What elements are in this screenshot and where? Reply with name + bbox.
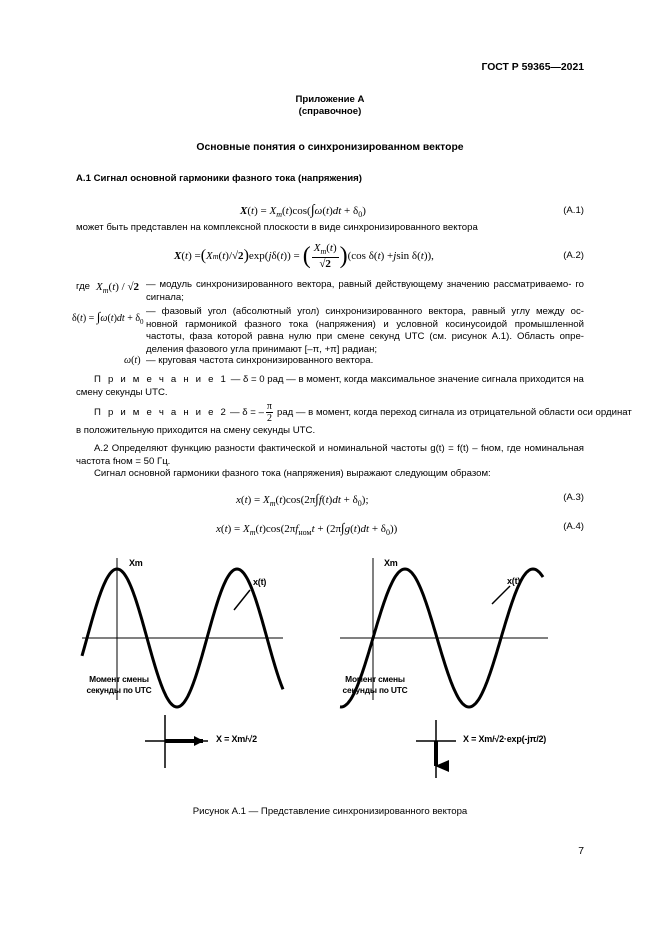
equation-a2: X ( t ) = ( X m ( t )/ √2 ) exp( j δ( t )) = ( $X_m(t)$ √2 ) (cos δ( t ) + j sin δ( t )), (174, 242, 434, 270)
equation-a1: $X(t) = X_m(t)\cos(\int\omega(t)dt + \delta_0)$ (240, 203, 366, 220)
where-label: где (76, 281, 91, 292)
right-vector-label: X = Xm/√2·exp(-jπ/2) (463, 734, 547, 744)
section-a1-title: А.1 Сигнал основной гармоники фазного тока (напряжения) (76, 173, 362, 184)
equation-a4-number: (А.4) (563, 521, 584, 532)
right-curve-leader (492, 586, 510, 604)
annex-heading: Основные понятия о синхронизированном векторе (196, 142, 464, 153)
left-curve-leader (234, 590, 250, 610)
equation-a1-number: (А.1) (563, 205, 584, 216)
note2-text: рад — в момент, когда переход сигнала из отрицательной области оси ординат (276, 406, 632, 418)
annex-title: Приложение А (295, 94, 365, 105)
def1-text: — модуль синхронизированного вектора, равный действующему значению рассматриваемо- го сигнала; (146, 279, 584, 303)
def2-symbol: $\delta(t) = \int\omega(t)dt + \delta_0$ (72, 309, 144, 326)
note1-text: — δ = 0 рад — в момент, когда максимальное значение сигнала приходится на смену секунды UTC. (76, 374, 584, 398)
right-ylabel: Xm (384, 558, 398, 568)
right-moment-label: Момент смены секунды по UTC (342, 674, 408, 695)
right-curve-label: x(t) (507, 576, 521, 586)
left-vector-label: X = Xm/√2 (216, 734, 257, 744)
section-a2-text1: А.2 Определяют функцию разности фактической и номинальной частоты g(t) = f(t) – fном, где номинальная частота fном = 50 Гц. (76, 443, 584, 467)
left-moment-label: Момент смены секунды по UTC (86, 674, 152, 695)
equation-a3-number: (А.3) (563, 492, 584, 503)
equation-a2-number: (А.2) (563, 250, 584, 261)
def3-symbol: ω(t) (124, 355, 141, 366)
note-1 (76, 374, 584, 399)
note2-continuation: в положительную приходится на смену секунды UTC. (76, 425, 316, 436)
def3-text: — круговая частота синхронизированного вектора. (146, 355, 374, 366)
figure-caption: Рисунок А.1 — Представление синхронизированного вектора (192, 806, 468, 817)
annex-subtitle: (справочное) (298, 106, 362, 117)
section-a2-text2: Сигнал основной гармоники фазного тока (напряжения) выражают следующим образом: (94, 468, 491, 479)
equation-a3: $x(t) = X_m(t)\cos(2\pi\int f(t)dt + \delta_0)$; (236, 491, 369, 509)
standard-header: ГОСТ Р 59365—2021 (481, 62, 584, 73)
page-number: 7 (578, 846, 584, 857)
note2-fraction: π 2 (266, 400, 272, 424)
note-2 (94, 400, 632, 424)
note2-label: П р и м е ч а н и е 2 (94, 406, 229, 418)
left-curve-label: x(t) (253, 577, 267, 587)
text-complex-plane: может быть представлен на комплексной плоскости в виде синхронизированного вектора (76, 222, 478, 233)
note1-label: П р и м е ч а н и е 1 (94, 374, 229, 385)
def2-text: — фазовый угол (абсолютный угол) синхронизированного вектора, равный углу между ос- новной гармоникой фазного тока (напряжения) и условной косинусоидой промышленной частоты, фаза которой равна нулю при смене секунд UTC (см. рисунок А.1). Область опре- деления фазового угла принимают [–π, +π] радиан; (146, 306, 584, 355)
note2-eq-left: — δ = – (230, 406, 264, 418)
def1-symbol: $X_m(t) / √2$ (96, 281, 140, 296)
left-ylabel: Xm (129, 558, 143, 568)
equation-a4: $x(t) = X_m(t)\cos(2\pi f_{ном}t + (2\pi\int g(t)dt + \delta_0))$ (216, 520, 398, 538)
